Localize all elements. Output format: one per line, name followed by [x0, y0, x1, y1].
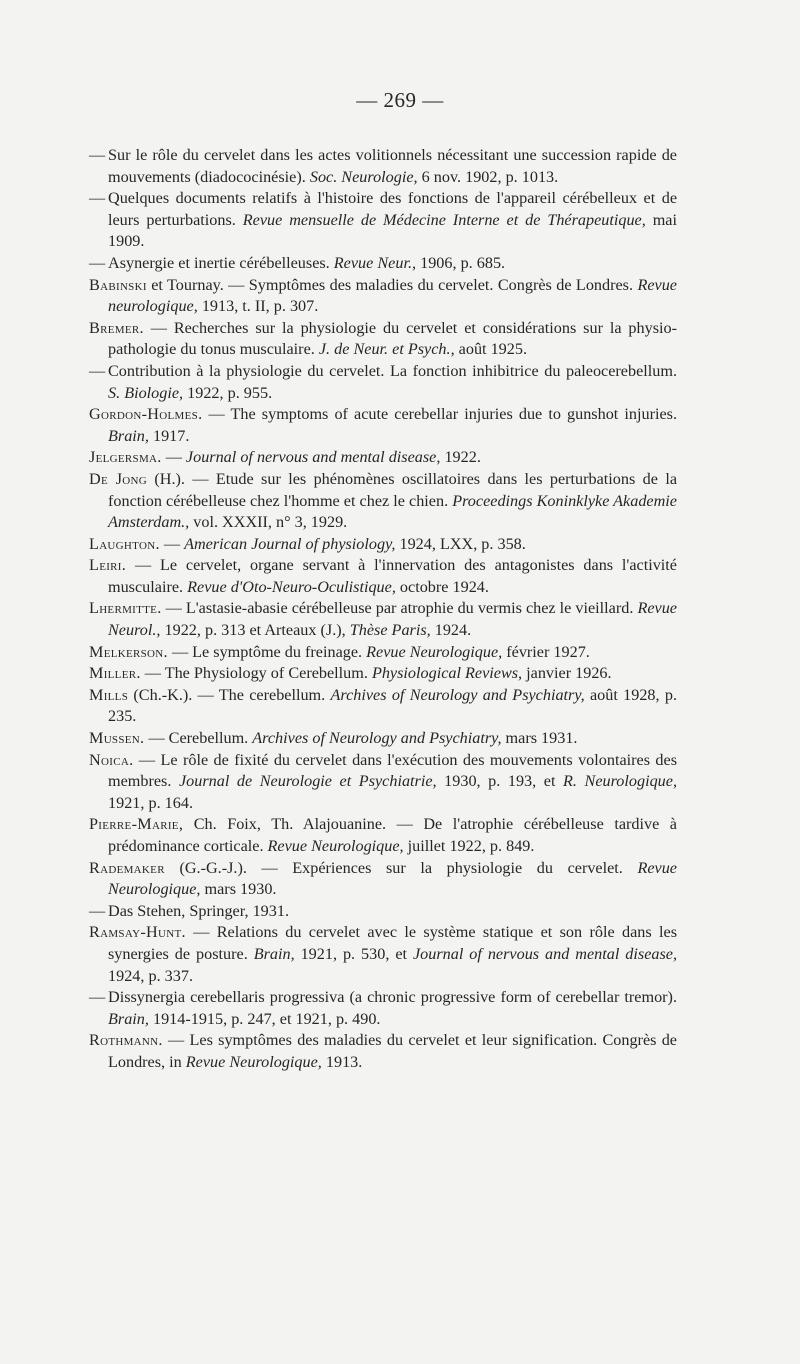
entry-source: Revue Neurologique,	[185, 1052, 322, 1071]
entry-text: janvier 1926.	[522, 664, 612, 683]
entry-source: Revue neurologique,	[108, 275, 677, 316]
entry-source: Physiological Reviews,	[371, 664, 523, 683]
entry-source: Journal de Neurologie et Psychiatrie,	[178, 772, 437, 791]
entry-text: 1924, LXX, p. 358.	[395, 534, 526, 553]
entry-text: 1922, p. 955.	[183, 383, 273, 402]
entry-text: 1924.	[430, 621, 472, 640]
bibliography-entry	[89, 253, 677, 275]
entry-text: —	[161, 448, 186, 467]
bibliography-entry	[89, 901, 677, 923]
entry-text: août 1928, p. 235.	[108, 685, 677, 726]
entry-author: Leiri.	[89, 556, 127, 575]
bibliography-entry	[89, 555, 677, 598]
bibliography-entry	[89, 598, 677, 641]
entry-dash: —	[89, 146, 106, 164]
entry-dash: —	[89, 901, 106, 920]
entry-author: Gordon-Holmes.	[89, 405, 203, 424]
entry-text: — Cerebellum.	[144, 729, 253, 748]
entry-source: Soc. Neurologie,	[309, 167, 418, 186]
entry-source: Revue Neurologique,	[108, 858, 677, 899]
entry-text: (G.-G.-J.). — Expériences sur la physiologie du cervelet.	[164, 858, 638, 877]
entry-source: Revue Neurologique,	[267, 837, 404, 855]
entry-text: 1922, p. 313 et Arteaux (J.),	[160, 621, 350, 640]
entry-text: août 1925.	[454, 340, 528, 359]
bibliography-entry	[89, 728, 677, 750]
bibliography-entry	[89, 534, 677, 556]
entry-text: 1921, p. 164.	[108, 793, 193, 812]
entry-author: Babinski	[89, 275, 147, 294]
entry-text: Contribution à la physiologie du cervelet. La fonction inhibitrice du paleocerebellum.	[108, 361, 677, 380]
bibliography-entry	[89, 188, 677, 253]
entry-author: De Jong	[89, 469, 148, 488]
entry-text: 1924, p. 337.	[108, 966, 193, 985]
entry-author: Ramsay-Hunt.	[89, 923, 186, 942]
entry-text: 1914-1915, p. 247, et 1921, p. 490.	[148, 1009, 381, 1028]
entry-source: Journal of nervous and mental disease,	[185, 448, 441, 467]
bibliography-entry	[89, 858, 677, 901]
entry-text: 1917.	[148, 426, 190, 445]
bibliography-entry	[89, 318, 677, 361]
entry-text: — Le rôle de fixité du cervelet dans l'exécution des mouvements volontaires des membres.	[108, 750, 677, 791]
entry-source: Journal of nervous and mental disease,	[412, 944, 677, 963]
bibliography-entry	[89, 447, 677, 469]
entry-author: Miller.	[89, 664, 141, 683]
entry-text: 1913.	[321, 1052, 363, 1071]
bibliography-entry	[89, 145, 677, 188]
entry-author: Melkerson.	[89, 642, 168, 661]
entry-text: Sur le rôle du cervelet dans les actes volitionnels nécessitant une succession rapide de mouvements (diadococinésie).	[108, 146, 677, 186]
entry-author: Bremer.	[89, 318, 144, 337]
entry-source: R. Neurologique,	[563, 772, 678, 791]
entry-author: Rothmann.	[89, 1031, 163, 1050]
entry-text: Asynergie et inertie cérébelleuses.	[108, 253, 334, 272]
entry-text: — Recherches sur la physiologie du cervelet et considérations sur la physio-pathologie du tonus musculaire.	[108, 318, 677, 359]
bibliography-entry	[89, 750, 677, 815]
entry-author: Mills	[89, 685, 129, 704]
entry-source: Revue mensuelle de Médecine Interne et de Thérapeutique,	[242, 210, 646, 229]
entry-text: — Le cervelet, organe servant à l'innervation des antagonistes dans l'activité musculaire.	[108, 556, 677, 596]
bibliography-entry	[89, 469, 677, 534]
entry-text: (Ch.-K.). — The cerebellum.	[128, 685, 331, 704]
entry-author: Laughton.	[89, 534, 160, 553]
entry-source: Revue Neurol.,	[108, 599, 677, 640]
entry-text: — Relations du cervelet avec le système statique et son rôle dans les synergies de posture.	[108, 923, 677, 963]
entry-source: Archives of Neurology and Psychiatry,	[252, 729, 502, 748]
bibliography-entry	[89, 922, 677, 987]
entry-text: —	[159, 534, 185, 553]
bibliography-entry	[89, 404, 677, 447]
bibliography-entry	[89, 1030, 677, 1073]
entry-text: — The Physiology of Cerebellum.	[140, 664, 372, 683]
entry-text: mars 1930.	[200, 880, 277, 899]
entry-dash: —	[89, 361, 106, 380]
entry-author: Noica.	[89, 750, 134, 769]
entry-source: Proceedings Koninklyke Akademie Amsterdam.,	[108, 491, 677, 532]
bibliography-entry	[89, 814, 677, 857]
entry-source: S. Biologie,	[108, 383, 184, 402]
entry-text: Quelques documents relatifs à l'histoire des fonctions de l'appareil cérébelleux et de leurs perturbations.	[108, 189, 677, 229]
entry-source: Brain,	[108, 426, 149, 445]
entry-author: Mussen.	[89, 729, 145, 748]
entry-text: (H.). — Etude sur les phénomènes oscillatoires dans les perturbations de la fonction cérébelleuse chez l'homme et chez le chien.	[108, 469, 678, 510]
entry-text: 1930, p. 193, et	[436, 772, 564, 791]
entry-source: Brain,	[108, 1009, 149, 1028]
entry-text: vol. XXXII, n° 3, 1929.	[189, 513, 348, 532]
bibliography-entry	[89, 275, 677, 318]
entry-dash: —	[89, 253, 106, 272]
entry-text: février 1927.	[502, 642, 590, 661]
entry-text: 1922.	[440, 448, 481, 467]
entry-source: J. de Neur. et Psych.,	[318, 340, 455, 359]
bibliography-entry	[89, 987, 677, 1030]
entry-text: Dissynergia cerebellaris progressiva (a chronic progressive form of cerebellar tremor).	[108, 988, 677, 1007]
entry-text: — Les symptômes des maladies du cervelet et leur signification. Congrès de Londres, in	[108, 1031, 677, 1071]
entry-source: Revue Neur.,	[333, 253, 417, 272]
entry-source: American Journal of physiology,	[184, 534, 396, 553]
entry-text: — The symptoms of acute cerebellar injuries due to gunshot injuries.	[202, 405, 677, 424]
entry-author: Jelgersma.	[89, 448, 162, 467]
bibliography-entry	[89, 685, 677, 728]
entry-text: 1906, p. 685.	[416, 253, 506, 272]
entry-text: mars 1931.	[501, 729, 578, 748]
entry-text: octobre 1924.	[395, 577, 489, 596]
entry-text: mai 1909.	[108, 210, 677, 251]
entry-text: — L'astasie-abasie cérébelleuse par atrophie du vermis chez le vieillard.	[161, 599, 638, 618]
entry-text: 1913, t. II, p. 307.	[197, 297, 319, 316]
bibliography-entry	[89, 642, 677, 664]
bibliography-entry	[89, 361, 677, 404]
entry-author: Pierre-Marie,	[89, 815, 184, 834]
entry-text: juillet 1922, p. 849.	[403, 837, 535, 855]
page-number: — 269 —	[356, 88, 444, 112]
entry-text: Ch. Foix, Th. Alajouanine. — De l'atrophie cérébelleuse tardive à prédominance corticale.	[108, 815, 677, 855]
entry-text: Das Stehen, Springer, 1931.	[108, 901, 289, 920]
entry-text: — Le symptôme du freinage.	[167, 642, 367, 661]
entry-text: et Tournay. — Symptômes des maladies du cervelet. Congrès de Londres.	[146, 275, 638, 294]
bibliography-entry	[89, 663, 677, 685]
entry-dash: —	[89, 189, 106, 208]
entry-source: Revue Neurologique,	[366, 642, 503, 661]
entry-source: Archives of Neurology and Psychiatry,	[330, 685, 585, 704]
bibliography-list	[89, 145, 677, 1074]
entry-source: Revue d'Oto-Neuro-Oculistique,	[187, 577, 396, 596]
entry-text: 1921, p. 530, et	[294, 944, 413, 963]
entry-text: 6 nov. 1902, p. 1013.	[417, 167, 559, 186]
entry-dash: —	[89, 988, 106, 1007]
entry-author: Rademaker	[89, 858, 165, 877]
entry-source: Brain,	[253, 944, 295, 963]
entry-source: Thèse Paris,	[349, 621, 431, 640]
entry-author: Lhermitte.	[89, 599, 162, 618]
